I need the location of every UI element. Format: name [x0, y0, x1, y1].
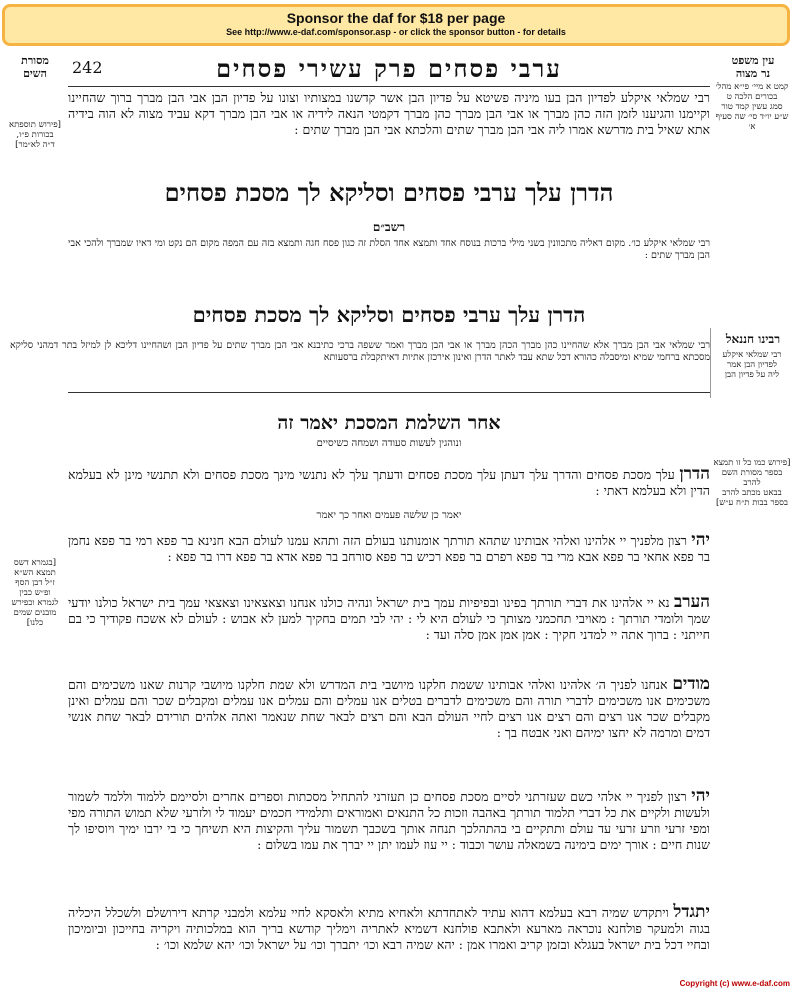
yehi-ratzon-2-paragraph — [68, 788, 710, 896]
siyum-subtitle: ונוהגין לעשות סעודה ושמחה כשיסיים — [316, 438, 462, 449]
rashbam-text: רבי שמלאי איקלע כו׳. מקום דאליה מתכוונין בשני מילי ברכות בנוסח אחד ותמצא אחד הסלת זה כגון פסח חגה ותמצא בזה עם המפה מקום הם נקט ומי דאיו שמברך ולהכי אבי הבן מברך שתים : — [68, 238, 710, 261]
hadran-paragraph — [68, 466, 710, 502]
page-number: 242 — [72, 58, 103, 77]
ein-mishpat-heading: עין משפט נר מצוה — [731, 54, 775, 80]
modim-paragraph — [68, 676, 710, 782]
yehi2-body: רצון לפניך יי אלהי כשם שעזרתני לסיים מסכת פסחים כן תעזרני להתחיל מסכתות וספרים אחרים ולסיימם ללמוד וללמד לשמור ולעשות ולקיים את כל דברי תלמוד תורתך באהבה וזכות כל התנאים ואמוראים ותלמידי חכמים יעמוד לי ולזרעי שלא תמוש התורה מפי ומפי זרעי וזרע זרעי עד עולם ותתקיים בי בהתהלכך תנחה אותך בשכבך תשמור עליך והקיצות היא תשיחך כי בי ירבו ימיך ויוסיפו לך שנות חיים : אורך ימים בימינה בשמאלה עושר וכבוד : יי עוז לעמו יתן יי יברך את עמו בשלום : — [68, 789, 710, 852]
masoret-note-1: [פירוש תוספתא בכורות פ״ו, ד״ה לא״מר] — [8, 120, 61, 150]
yehi-ratzon-paragraph — [68, 532, 710, 584]
yehi-body: רצון מלפניך יי אלהינו ואלהי אבותינו שתהא תורתך אומנותנו בעולם הזה ותהא עמנו לעולם הבא חנינא בר פפא רמי בר פפא נחמן בר פפא אחאי בר פפא אבא מרי בר פפא רפרם בר פפא רכיש בר פפא סורחב בר פפא אדא בר פפא דרו בר פפא : — [68, 533, 710, 564]
hadran-lead-word: הדרן — [679, 464, 710, 484]
yehi2-lead-word: יהי — [691, 786, 710, 806]
haarev-lead-word: הערב — [674, 592, 710, 612]
header-divider — [68, 86, 710, 87]
rabbeinu-chananel-text: רבי שמלאי איקלע לפדיון הבן אמר ליה על פדיון הבן — [722, 350, 782, 380]
hadran-heading-1: הדרן עלך ערבי פסחים וסליקא לך מסכת פסחים — [164, 178, 614, 207]
kaddish-paragraph — [68, 904, 710, 980]
yitgadal-lead-word: יתגדל — [673, 902, 710, 922]
hadran-heading-2: הדרן עלך ערבי פסחים וסליקא לך מסכת פסחים — [192, 302, 586, 327]
siyum-title: אחר השלמת המסכת יאמר זה — [277, 412, 501, 434]
yehi-lead-word: יהי — [691, 530, 710, 550]
hadran-body: עלך מסכת פסחים והדרך עלך דעתן עלך מסכת פסחים ודעתך עלך לא נתנשי מינך מסכת פסחים ולא תתנשי מינן לא בעלמא הדין ולא בעלמא דאתי : — [68, 467, 710, 498]
gemara-text: רבי שמלאי איקלע לפדיון הבן בעו מיניה פשיטא על פדיון הבן אשר קדשנו במצותיו וצונו על פדיון הבן אבי הבן מברך ברוך שהחיינו וקיימנו והגיענו לזמן הזה כהן מברך או אבי הבן מברך כהן מברך דקמטי הנאה לידיה או אבי הבן מברך דקא עביד מצוה לא הוה בידיה אתא שאיל בית מדרשא אמרו ליה אבי הבן מברך שתים והלכתא אבי הבן מברך שתים : — [68, 90, 710, 137]
rashbam-label: רשב״ם — [372, 220, 406, 234]
side-rule — [710, 328, 711, 398]
page-header — [68, 54, 710, 84]
masoret-hashas-heading: מסורת השים — [21, 54, 49, 80]
kaddish-body: ויתקדש שמיה רבא בעלמא דהוא עתיד לאתחדתא ולאחיא מתיא ולאסקא לחיי עלמא ולמבני קרתא דירושלם ולשכלל היכליה בגוה ולמעקר פולחנא נוכראה מארעא ולאתבא פולחנא דשמיא לאתריה וימליך קודשא בריך הוא במלכותיה ויקריה בחייכון וביומיכון ובחיי דכל בית ישראל בעגלא ובזמן קריב ואמרו אמן : יהא שמיה רבא וכו׳ יתברך וכו׳ על ישראל וכו׳ יהא שלמא וכו׳ : — [68, 905, 710, 952]
right-note-3: [פירוש כמו כל זו תמצא בספר מסורת השם להרב בבאט מכתב להרב בספר בבות ת״ח ע״ש] — [713, 458, 791, 508]
sponsor-subtitle[interactable]: See http://www.e-daf.com/sponsor.asp - or click the sponsor button - for details — [226, 27, 566, 37]
page-title: ערבי פסחים פרק עשירי פסחים — [216, 54, 562, 83]
copyright-notice[interactable]: Copyright (c) www.e-daf.com — [679, 979, 790, 988]
section-divider — [68, 392, 710, 393]
masoret-note-2: [בגמרא דשס תמצא הש״א ז״ל דבן הסף ופ״ש כבין לגמרא וכפירש מובנים שמים כלנו] — [11, 558, 59, 628]
rabbeinu-chananel-heading: רבינו חננאל — [725, 332, 781, 346]
sponsor-title[interactable]: Sponsor the daf for $18 per page — [286, 10, 506, 26]
hadran-note: יאמר כן שלשה פעמים ואחר כך יאמר — [316, 510, 462, 521]
sponsor-banner[interactable] — [2, 4, 790, 46]
haarev-paragraph — [68, 594, 710, 668]
haarev-body: נא יי אלהינו את דברי תורתך בפינו ובפיפיות עמך בית ישראל ונהיה כולנו אנחנו וצאצאינו וצאצאי עמך בית ישראל כולנו יודעי שמך ולומדי תורתך : מאויבי תחכמני מצותך כי לעולם היא לי : יהי לבי תמים בחקיך למען לא אבוש : לעולם לא אשכח פקודיך כי בם חייתני : ברוך אתה יי למדני חקיך : אמן אמן אמן סלה ועד : — [68, 595, 710, 642]
modim-body: אנחנו לפניך ה׳ אלהינו ואלהי אבותינו ששמת חלקנו מיושבי בית המדרש ולא שמת חלקנו מיושבי קרנות שאנו משכימים והם משכימים אנו משכימים לדברי תורה והם משכימים לדברים בטלים אנו עמלים והם עמלים אנו עמלים ומקבלים שכר והם עמלים ואינן מקבלים שכר אנו רצים והם רצים אנו רצים לחיי העולם הבא והם רצים לבאר שחת שנאמר ואתה אלהים תורידם לבאר שחת אנשי דמים ומרמה לא יחצו ימיהם ואני אבטח בך : — [68, 677, 710, 740]
talmud-page — [0, 48, 796, 990]
ein-mishpat-note: קמט א מיי׳ פי״א מהל׳ בכורים הלכה ט סמג עשין קמד טור ש״ע יו״ד סי׳ שה סעיף א׳ — [715, 82, 789, 132]
modim-lead-word: מודים — [672, 674, 710, 694]
tosafot-text: רבי שמלאי אבי הבן מברך אלא שהחיינו כהן מברך הכהן מברך או אבי הבן מברך ואמר ששפה ברכי כתיבנא אבי הבן מברך שתים על פדיון הבן ושהחיינו דליכא לן למיזל בתר דמהני סליקא מסכתא ברחמי שמיא ומיסבלה כהורא דכל שתא עבד לאתר הדרן ואינון אירכזן אתיות דאיתקבלת ברסעותא — [10, 340, 710, 363]
